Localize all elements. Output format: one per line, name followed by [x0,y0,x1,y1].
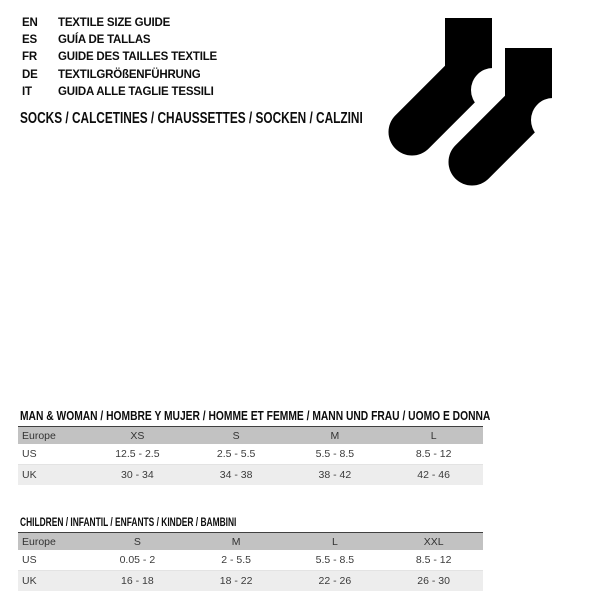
column-header: S [187,427,286,445]
column-header: L [384,427,483,445]
size-cell: 2 - 5.5 [221,554,252,566]
size-cell: 18 - 22 [219,575,253,587]
size-cell: 30 - 34 [121,469,154,481]
language-list [22,14,217,101]
size-cell: 16 - 18 [121,575,154,587]
language-label: GUIDA ALLE TAGLIE TESSILI [58,86,214,99]
language-label: TEXTILGRÖßENFÜHRUNG [58,68,201,81]
table-row [18,465,483,486]
column-header: Europe [18,427,88,445]
table-header-row [18,533,483,551]
size-cell: 12.5 - 2.5 [115,448,160,460]
size-cell: 34 - 38 [219,469,253,481]
size-cell: 38 - 42 [318,469,352,481]
column-header: L [286,533,385,551]
language-code: IT [22,86,32,99]
size-cell: 22 - 26 [318,575,352,587]
language-row [22,84,217,101]
table-row [18,444,483,465]
language-row [22,31,217,48]
heel-cutout [531,98,575,142]
column-header: XXL [384,533,483,551]
language-code: EN [22,16,38,29]
size-cell: 0.05 - 2 [119,554,156,566]
column-header: XS [88,427,187,445]
children-table-title-text: CHILDREN / INFANTIL / ENFANTS / KINDER / BAMBINI [20,515,237,529]
size-cell: 8.5 - 12 [415,448,452,460]
language-code: DE [22,68,38,81]
man-woman-size-table [18,426,483,485]
size-cell: 42 - 46 [417,469,450,481]
region-cell: UK [22,469,37,481]
region-cell: US [22,448,37,460]
language-label: TEXTILE SIZE GUIDE [58,16,171,29]
size-cell: 26 - 30 [417,575,450,587]
table-row [18,571,483,592]
column-header: M [187,533,286,551]
children-table-title [20,513,329,531]
size-cell: 2.5 - 5.5 [216,448,256,460]
table-row [18,550,483,571]
column-header: M [286,427,385,445]
column-header: S [88,533,187,551]
man-woman-table-title [20,407,600,425]
language-code: FR [22,51,37,64]
socks-icon [385,0,585,195]
children-size-table [18,532,483,591]
language-row [22,49,217,66]
language-row [22,14,217,31]
language-code: ES [22,34,37,47]
category-heading-text: SOCKS / CALCETINES / CHAUSSETTES / SOCKEN / CALZINI [20,110,363,127]
region-cell: UK [22,575,37,587]
language-label: GUIDE DES TAILLES TEXTILE [58,51,217,64]
language-row [22,66,217,83]
region-cell: US [22,554,37,566]
table-header-row [18,427,483,445]
column-header: Europe [18,533,88,551]
man-woman-table-title-text: MAN & WOMAN / HOMBRE Y MUJER / HOMME ET FEMME / MANN UND FRAU / UOMO E DONNA [20,408,491,423]
size-cell: 5.5 - 8.5 [315,554,355,566]
language-label: GUÍA DE TALLAS [58,34,151,47]
size-cell: 5.5 - 8.5 [315,448,355,460]
size-cell: 8.5 - 12 [415,554,452,566]
